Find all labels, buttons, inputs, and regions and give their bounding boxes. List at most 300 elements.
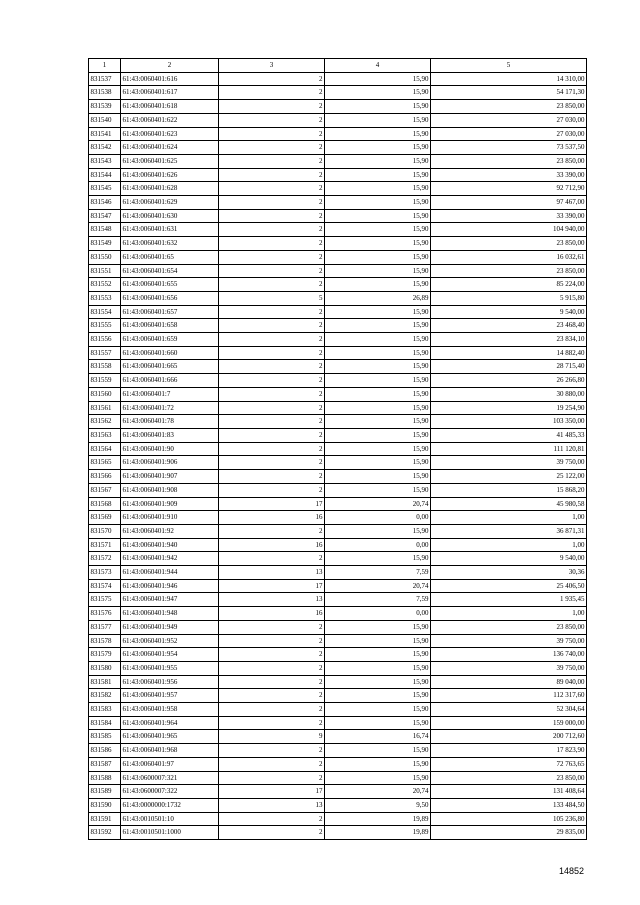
value-cell: 131 408,64 xyxy=(431,785,587,799)
cadastral-number-cell: 61:43:0060401:655 xyxy=(121,278,219,292)
table-row xyxy=(89,401,587,415)
column-header-4: 4 xyxy=(325,59,431,73)
value-cell: 54 171,30 xyxy=(431,86,587,100)
value-cell: 39 750,00 xyxy=(431,634,587,648)
rate-cell: 15,90 xyxy=(325,415,431,429)
rate-cell: 20,74 xyxy=(325,785,431,799)
rate-cell: 15,90 xyxy=(325,387,431,401)
group-code-cell: 2 xyxy=(219,360,325,374)
table-row xyxy=(89,703,587,717)
value-cell: 36 871,31 xyxy=(431,524,587,538)
value-cell: 23 468,40 xyxy=(431,319,587,333)
cadastral-number-cell: 61:43:0060401:948 xyxy=(121,607,219,621)
value-cell: 9 540,00 xyxy=(431,552,587,566)
table-row xyxy=(89,141,587,155)
table-row xyxy=(89,785,587,799)
rate-cell: 15,90 xyxy=(325,72,431,86)
row-number-cell: 831573 xyxy=(89,566,121,580)
rate-cell: 20,74 xyxy=(325,497,431,511)
table-row xyxy=(89,209,587,223)
group-code-cell: 2 xyxy=(219,661,325,675)
group-code-cell: 2 xyxy=(219,648,325,662)
cadastral-number-cell: 61:43:0060401:968 xyxy=(121,744,219,758)
cadastral-number-cell: 61:43:0060401:78 xyxy=(121,415,219,429)
row-number-cell: 831580 xyxy=(89,661,121,675)
cadastral-number-cell: 61:43:0060401:658 xyxy=(121,319,219,333)
rate-cell: 15,90 xyxy=(325,703,431,717)
cadastral-number-cell: 61:43:0060401:97 xyxy=(121,757,219,771)
cadastral-number-cell: 61:43:0060401:618 xyxy=(121,100,219,114)
group-code-cell: 2 xyxy=(219,428,325,442)
row-number-cell: 831575 xyxy=(89,593,121,607)
table-row xyxy=(89,333,587,347)
row-number-cell: 831571 xyxy=(89,538,121,552)
cadastral-number-cell: 61:43:0060401:657 xyxy=(121,305,219,319)
value-cell: 103 350,00 xyxy=(431,415,587,429)
group-code-cell: 17 xyxy=(219,785,325,799)
rate-cell: 15,90 xyxy=(325,360,431,374)
row-number-cell: 831538 xyxy=(89,86,121,100)
table-row xyxy=(89,387,587,401)
group-code-cell: 2 xyxy=(219,689,325,703)
cadastral-number-cell: 61:43:0060401:949 xyxy=(121,620,219,634)
group-code-cell: 2 xyxy=(219,415,325,429)
table-row xyxy=(89,757,587,771)
cadastral-number-cell: 61:43:0060401:958 xyxy=(121,703,219,717)
table-row xyxy=(89,607,587,621)
cadastral-number-cell: 61:43:0060401:92 xyxy=(121,524,219,538)
rate-cell: 15,90 xyxy=(325,127,431,141)
group-code-cell: 2 xyxy=(219,305,325,319)
value-cell: 33 390,00 xyxy=(431,168,587,182)
value-cell: 29 835,00 xyxy=(431,826,587,840)
rate-cell: 15,90 xyxy=(325,401,431,415)
cadastral-number-cell: 61:43:0060401:660 xyxy=(121,346,219,360)
value-cell: 1,00 xyxy=(431,511,587,525)
group-code-cell: 2 xyxy=(219,154,325,168)
cadastral-number-cell: 61:43:0060401:622 xyxy=(121,113,219,127)
row-number-cell: 831562 xyxy=(89,415,121,429)
group-code-cell: 16 xyxy=(219,511,325,525)
rate-cell: 15,90 xyxy=(325,223,431,237)
row-number-cell: 831568 xyxy=(89,497,121,511)
group-code-cell: 17 xyxy=(219,497,325,511)
group-code-cell: 2 xyxy=(219,141,325,155)
table-row xyxy=(89,579,587,593)
table-row xyxy=(89,798,587,812)
group-code-cell: 2 xyxy=(219,524,325,538)
row-number-cell: 831570 xyxy=(89,524,121,538)
column-header-3: 3 xyxy=(219,59,325,73)
value-cell: 23 850,00 xyxy=(431,771,587,785)
cadastral-number-cell: 61:43:0060401:629 xyxy=(121,196,219,210)
row-number-cell: 831576 xyxy=(89,607,121,621)
cadastral-number-cell: 61:43:0060401:623 xyxy=(121,127,219,141)
cadastral-number-cell: 61:43:0060401:952 xyxy=(121,634,219,648)
cadastral-number-cell: 61:43:0060401:90 xyxy=(121,442,219,456)
group-code-cell: 2 xyxy=(219,182,325,196)
rate-cell: 15,90 xyxy=(325,552,431,566)
group-code-cell: 2 xyxy=(219,771,325,785)
row-number-cell: 831566 xyxy=(89,470,121,484)
value-cell: 23 850,00 xyxy=(431,100,587,114)
row-number-cell: 831541 xyxy=(89,127,121,141)
value-cell: 133 484,50 xyxy=(431,798,587,812)
rate-cell: 15,90 xyxy=(325,634,431,648)
table-row xyxy=(89,552,587,566)
group-code-cell: 2 xyxy=(219,401,325,415)
table-row xyxy=(89,237,587,251)
group-code-cell: 9 xyxy=(219,730,325,744)
rate-cell: 7,59 xyxy=(325,593,431,607)
group-code-cell: 2 xyxy=(219,456,325,470)
table-row xyxy=(89,566,587,580)
group-code-cell: 16 xyxy=(219,607,325,621)
row-number-cell: 831577 xyxy=(89,620,121,634)
cadastral-number-cell: 61:43:0060401:83 xyxy=(121,428,219,442)
cadastral-number-cell: 61:43:0060401:946 xyxy=(121,579,219,593)
value-cell: 92 712,90 xyxy=(431,182,587,196)
cadastral-number-cell: 61:43:0060401:626 xyxy=(121,168,219,182)
group-code-cell: 2 xyxy=(219,757,325,771)
table-row xyxy=(89,634,587,648)
table-row xyxy=(89,374,587,388)
table-row xyxy=(89,428,587,442)
cadastral-number-cell: 61:43:0060401:659 xyxy=(121,333,219,347)
group-code-cell: 2 xyxy=(219,634,325,648)
group-code-cell: 2 xyxy=(219,826,325,840)
value-cell: 23 834,10 xyxy=(431,333,587,347)
group-code-cell: 2 xyxy=(219,470,325,484)
rate-cell: 15,90 xyxy=(325,250,431,264)
row-number-cell: 831552 xyxy=(89,278,121,292)
group-code-cell: 2 xyxy=(219,442,325,456)
table-row xyxy=(89,675,587,689)
row-number-cell: 831545 xyxy=(89,182,121,196)
table-row xyxy=(89,826,587,840)
table-body xyxy=(89,72,587,839)
value-cell: 23 850,00 xyxy=(431,620,587,634)
rate-cell: 15,90 xyxy=(325,333,431,347)
rate-cell: 15,90 xyxy=(325,689,431,703)
row-number-cell: 831565 xyxy=(89,456,121,470)
group-code-cell: 2 xyxy=(219,387,325,401)
value-cell: 25 406,50 xyxy=(431,579,587,593)
group-code-cell: 2 xyxy=(219,100,325,114)
value-cell: 26 266,80 xyxy=(431,374,587,388)
row-number-cell: 831540 xyxy=(89,113,121,127)
rate-cell: 15,90 xyxy=(325,100,431,114)
cadastral-number-cell: 61:43:0060401:909 xyxy=(121,497,219,511)
cadastral-number-cell: 61:43:0060401:665 xyxy=(121,360,219,374)
value-cell: 27 030,00 xyxy=(431,127,587,141)
group-code-cell: 2 xyxy=(219,483,325,497)
group-code-cell: 2 xyxy=(219,620,325,634)
rate-cell: 15,90 xyxy=(325,237,431,251)
value-cell: 45 980,58 xyxy=(431,497,587,511)
value-cell: 159 000,00 xyxy=(431,716,587,730)
rate-cell: 15,90 xyxy=(325,757,431,771)
rate-cell: 15,90 xyxy=(325,744,431,758)
rate-cell: 15,90 xyxy=(325,442,431,456)
row-number-cell: 831581 xyxy=(89,675,121,689)
rate-cell: 7,59 xyxy=(325,566,431,580)
cadastral-number-cell: 61:43:0060401:940 xyxy=(121,538,219,552)
row-number-cell: 831567 xyxy=(89,483,121,497)
cadastral-number-cell: 61:43:0060401:964 xyxy=(121,716,219,730)
row-number-cell: 831588 xyxy=(89,771,121,785)
column-header-2: 2 xyxy=(121,59,219,73)
rate-cell: 15,90 xyxy=(325,154,431,168)
table-row xyxy=(89,812,587,826)
group-code-cell: 2 xyxy=(219,223,325,237)
table-row xyxy=(89,593,587,607)
rate-cell: 0,00 xyxy=(325,607,431,621)
row-number-cell: 831561 xyxy=(89,401,121,415)
table-row xyxy=(89,744,587,758)
value-cell: 30,36 xyxy=(431,566,587,580)
value-cell: 33 390,00 xyxy=(431,209,587,223)
rate-cell: 15,90 xyxy=(325,182,431,196)
rate-cell: 15,90 xyxy=(325,346,431,360)
rate-cell: 15,90 xyxy=(325,675,431,689)
value-cell: 17 823,90 xyxy=(431,744,587,758)
value-cell: 89 040,00 xyxy=(431,675,587,689)
cadastral-number-cell: 61:43:0060401:625 xyxy=(121,154,219,168)
table-row xyxy=(89,264,587,278)
row-number-cell: 831549 xyxy=(89,237,121,251)
rate-cell: 15,90 xyxy=(325,86,431,100)
cadastral-number-cell: 61:43:0060401:666 xyxy=(121,374,219,388)
row-number-cell: 831543 xyxy=(89,154,121,168)
group-code-cell: 2 xyxy=(219,278,325,292)
rate-cell: 15,90 xyxy=(325,716,431,730)
row-number-cell: 831578 xyxy=(89,634,121,648)
group-code-cell: 2 xyxy=(219,374,325,388)
row-number-cell: 831539 xyxy=(89,100,121,114)
table-row xyxy=(89,620,587,634)
table-row xyxy=(89,278,587,292)
rate-cell: 15,90 xyxy=(325,278,431,292)
rate-cell: 19,89 xyxy=(325,826,431,840)
cadastral-number-cell: 61:43:0060401:656 xyxy=(121,291,219,305)
rate-cell: 15,90 xyxy=(325,209,431,223)
table-row xyxy=(89,771,587,785)
value-cell: 52 304,64 xyxy=(431,703,587,717)
table-row xyxy=(89,100,587,114)
rate-cell: 0,00 xyxy=(325,511,431,525)
rate-cell: 16,74 xyxy=(325,730,431,744)
cadastral-number-cell: 61:43:0060401:632 xyxy=(121,237,219,251)
value-cell: 5 915,80 xyxy=(431,291,587,305)
group-code-cell: 2 xyxy=(219,86,325,100)
table-row xyxy=(89,291,587,305)
value-cell: 85 224,00 xyxy=(431,278,587,292)
row-number-cell: 831591 xyxy=(89,812,121,826)
group-code-cell: 2 xyxy=(219,264,325,278)
cadastral-number-cell: 61:43:0060401:908 xyxy=(121,483,219,497)
table-row xyxy=(89,305,587,319)
rate-cell: 26,89 xyxy=(325,291,431,305)
group-code-cell: 2 xyxy=(219,127,325,141)
row-number-cell: 831592 xyxy=(89,826,121,840)
value-cell: 1,00 xyxy=(431,538,587,552)
group-code-cell: 13 xyxy=(219,566,325,580)
cadastral-number-cell: 61:43:0000000:1732 xyxy=(121,798,219,812)
value-cell: 19 254,90 xyxy=(431,401,587,415)
table-row xyxy=(89,196,587,210)
value-cell: 39 750,00 xyxy=(431,661,587,675)
group-code-cell: 2 xyxy=(219,72,325,86)
row-number-cell: 831542 xyxy=(89,141,121,155)
value-cell: 200 712,60 xyxy=(431,730,587,744)
row-number-cell: 831587 xyxy=(89,757,121,771)
group-code-cell: 2 xyxy=(219,319,325,333)
row-number-cell: 831569 xyxy=(89,511,121,525)
table-row xyxy=(89,360,587,374)
value-cell: 16 032,61 xyxy=(431,250,587,264)
group-code-cell: 2 xyxy=(219,675,325,689)
cadastral-number-cell: 61:43:0060401:616 xyxy=(121,72,219,86)
rate-cell: 15,90 xyxy=(325,661,431,675)
cadastral-number-cell: 61:43:0060401:624 xyxy=(121,141,219,155)
table-row xyxy=(89,319,587,333)
rate-cell: 15,90 xyxy=(325,319,431,333)
value-cell: 73 537,50 xyxy=(431,141,587,155)
value-cell: 14 882,40 xyxy=(431,346,587,360)
row-number-cell: 831555 xyxy=(89,319,121,333)
value-cell: 23 850,00 xyxy=(431,237,587,251)
rate-cell: 15,90 xyxy=(325,113,431,127)
row-number-cell: 831572 xyxy=(89,552,121,566)
group-code-cell: 16 xyxy=(219,538,325,552)
cadastral-number-cell: 61:43:0060401:630 xyxy=(121,209,219,223)
value-cell: 27 030,00 xyxy=(431,113,587,127)
row-number-cell: 831589 xyxy=(89,785,121,799)
group-code-cell: 2 xyxy=(219,237,325,251)
table-row xyxy=(89,689,587,703)
group-code-cell: 2 xyxy=(219,346,325,360)
table-row xyxy=(89,483,587,497)
table-row xyxy=(89,456,587,470)
table-row xyxy=(89,86,587,100)
table-row xyxy=(89,442,587,456)
table-row xyxy=(89,154,587,168)
table-row xyxy=(89,538,587,552)
value-cell: 136 740,00 xyxy=(431,648,587,662)
rate-cell: 15,90 xyxy=(325,141,431,155)
row-number-cell: 831557 xyxy=(89,346,121,360)
value-cell: 72 763,65 xyxy=(431,757,587,771)
column-header-1: 1 xyxy=(89,59,121,73)
value-cell: 23 850,00 xyxy=(431,264,587,278)
table-row xyxy=(89,113,587,127)
row-number-cell: 831582 xyxy=(89,689,121,703)
rate-cell: 15,90 xyxy=(325,470,431,484)
group-code-cell: 2 xyxy=(219,812,325,826)
row-number-cell: 831544 xyxy=(89,168,121,182)
cadastral-number-cell: 61:43:0060401:954 xyxy=(121,648,219,662)
table-row xyxy=(89,223,587,237)
row-number-cell: 831559 xyxy=(89,374,121,388)
rate-cell: 15,90 xyxy=(325,620,431,634)
row-number-cell: 831563 xyxy=(89,428,121,442)
group-code-cell: 2 xyxy=(219,552,325,566)
cadastral-number-cell: 61:43:0060401:72 xyxy=(121,401,219,415)
cadastral-number-cell: 61:43:0060401:957 xyxy=(121,689,219,703)
value-cell: 112 317,60 xyxy=(431,689,587,703)
rate-cell: 15,90 xyxy=(325,524,431,538)
row-number-cell: 831556 xyxy=(89,333,121,347)
row-number-cell: 831550 xyxy=(89,250,121,264)
row-number-cell: 831546 xyxy=(89,196,121,210)
group-code-cell: 2 xyxy=(219,716,325,730)
row-number-cell: 831560 xyxy=(89,387,121,401)
value-cell: 25 122,00 xyxy=(431,470,587,484)
row-number-cell: 831564 xyxy=(89,442,121,456)
rate-cell: 20,74 xyxy=(325,579,431,593)
table-row xyxy=(89,730,587,744)
cadastral-number-cell: 61:43:0060401:654 xyxy=(121,264,219,278)
rate-cell: 15,90 xyxy=(325,456,431,470)
cadastral-number-cell: 61:43:0060401:7 xyxy=(121,387,219,401)
page-number: 14852 xyxy=(558,866,584,876)
rate-cell: 19,89 xyxy=(325,812,431,826)
cadastral-number-cell: 61:43:0060401:631 xyxy=(121,223,219,237)
cadastral-number-cell: 61:43:0060401:907 xyxy=(121,470,219,484)
table-row xyxy=(89,470,587,484)
row-number-cell: 831579 xyxy=(89,648,121,662)
cadastral-number-cell: 61:43:0060401:965 xyxy=(121,730,219,744)
row-number-cell: 831547 xyxy=(89,209,121,223)
cadastral-number-cell: 61:43:0060401:906 xyxy=(121,456,219,470)
table-row xyxy=(89,511,587,525)
value-cell: 105 236,80 xyxy=(431,812,587,826)
table-row xyxy=(89,524,587,538)
row-number-cell: 831584 xyxy=(89,716,121,730)
row-number-cell: 831537 xyxy=(89,72,121,86)
cadastral-number-cell: 61:43:0600007:321 xyxy=(121,771,219,785)
cadastral-number-cell: 61:43:0060401:955 xyxy=(121,661,219,675)
table-row xyxy=(89,168,587,182)
group-code-cell: 2 xyxy=(219,333,325,347)
row-number-cell: 831574 xyxy=(89,579,121,593)
cadastral-table xyxy=(88,58,587,840)
row-number-cell: 831583 xyxy=(89,703,121,717)
row-number-cell: 831551 xyxy=(89,264,121,278)
row-number-cell: 831553 xyxy=(89,291,121,305)
row-number-cell: 831558 xyxy=(89,360,121,374)
cadastral-number-cell: 61:43:0060401:956 xyxy=(121,675,219,689)
group-code-cell: 2 xyxy=(219,703,325,717)
cadastral-number-cell: 61:43:0060401:65 xyxy=(121,250,219,264)
table-row xyxy=(89,661,587,675)
table-header-row xyxy=(89,59,587,73)
rate-cell: 15,90 xyxy=(325,428,431,442)
table-row xyxy=(89,497,587,511)
table-row xyxy=(89,716,587,730)
group-code-cell: 2 xyxy=(219,250,325,264)
table-row xyxy=(89,250,587,264)
rate-cell: 15,90 xyxy=(325,305,431,319)
table-row xyxy=(89,72,587,86)
cadastral-number-cell: 61:43:0600007:322 xyxy=(121,785,219,799)
table-row xyxy=(89,182,587,196)
group-code-cell: 2 xyxy=(219,168,325,182)
rate-cell: 15,90 xyxy=(325,771,431,785)
cadastral-number-cell: 61:43:0060401:947 xyxy=(121,593,219,607)
rate-cell: 15,90 xyxy=(325,168,431,182)
